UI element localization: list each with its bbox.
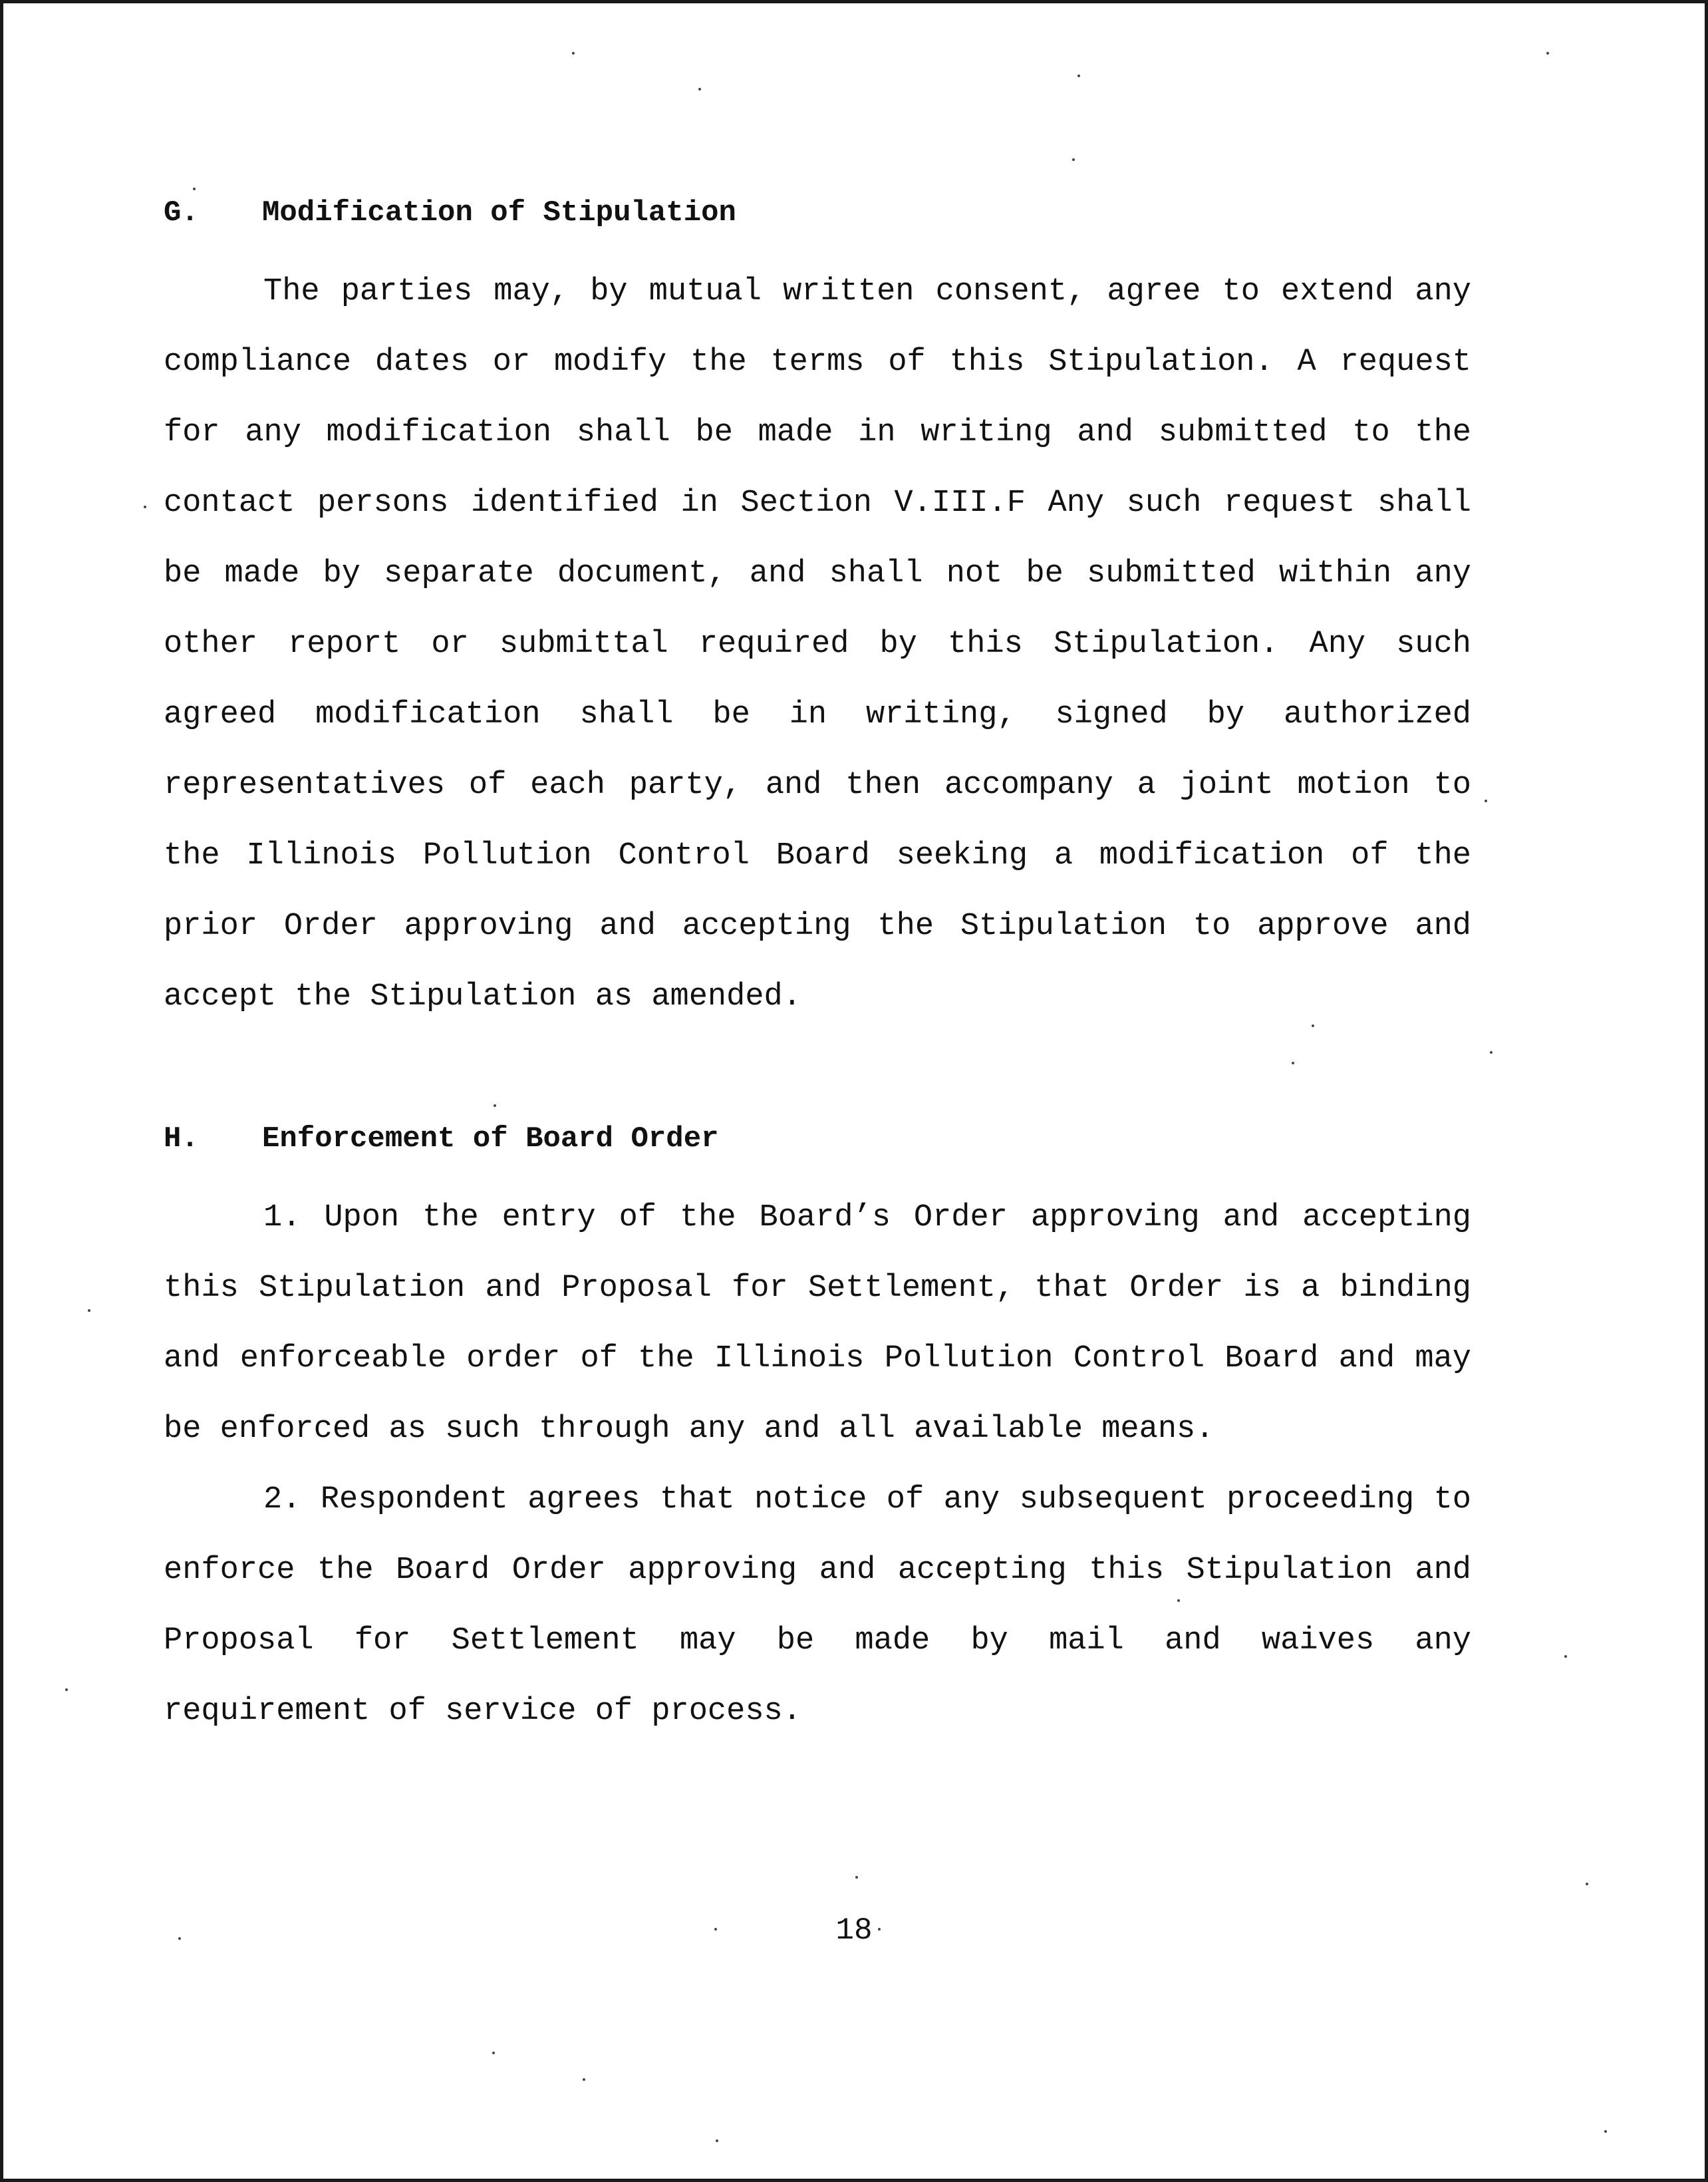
section-h-heading — [164, 1124, 1471, 1154]
scan-speck — [494, 1104, 496, 1107]
scan-speck — [88, 1309, 90, 1312]
page-number: 18 — [835, 1913, 873, 1948]
scan-speck — [572, 52, 575, 55]
section-g — [164, 198, 1471, 1032]
scan-speck — [698, 88, 701, 90]
section-g-letter: G. — [164, 196, 199, 230]
scan-speck — [144, 506, 146, 508]
scan-speck — [714, 1928, 717, 1931]
scan-speck — [1546, 52, 1549, 55]
section-h-paragraph-1: 1. Upon the entry of the Board’s Order approving and accepting this Stipulation and Proposal for Settlement, that Order is a binding and enforceable order of the Illinois Pollution Control Board and may be enforced as such through any and all available means. — [164, 1200, 1471, 1447]
scan-speck — [878, 1928, 881, 1931]
scan-speck — [1485, 800, 1487, 802]
scan-speck — [193, 188, 196, 190]
scan-speck — [1586, 1883, 1588, 1885]
section-g-title: Modification of Stipulation — [262, 196, 736, 230]
section-g-paragraph: The parties may, by mutual written consent, agree to extend any compliance dates or modify the terms of this Stipulation. A request for any modification shall be made in writing and submitted to the contact persons identified in Section V.III.F Any such request shall be made by separate document, and shall not be submitted within any other report or submittal required by this Stipulation. Any such agreed modification shall be in writing, signed by authorized representatives of each party, and then accompany a joint motion to the Illinois Pollution Control Board seeking a modification of the prior Order approving and accepting the Stipulation to approve and accept the Stipulation as amended. — [164, 274, 1471, 1014]
scan-speck — [178, 1937, 181, 1940]
section-g-heading — [164, 198, 1471, 228]
section-h-letter: H. — [164, 1122, 199, 1156]
scan-speck — [1072, 158, 1075, 161]
scan-speck — [1312, 1024, 1314, 1027]
scan-speck — [1604, 2130, 1607, 2133]
section-h-paragraph-2: 2. Respondent agrees that notice of any subsequent proceeding to enforce the Board Order approving and accepting this Stipulation and Proposal for Settlement may be made by mail and waives any requirement of service of process. — [164, 1482, 1471, 1729]
scan-speck — [583, 2078, 585, 2081]
scan-speck — [1490, 1051, 1493, 1054]
scan-speck — [716, 2139, 718, 2142]
scan-speck — [1292, 1062, 1294, 1064]
scan-speck — [492, 2052, 495, 2054]
scan-speck — [1077, 75, 1080, 77]
scan-speck — [1564, 1655, 1567, 1658]
scan-speck — [1177, 1599, 1180, 1602]
scan-speck — [65, 1688, 68, 1691]
scan-speck — [855, 1876, 858, 1879]
section-h-title: Enforcement of Board Order — [262, 1122, 719, 1156]
section-h — [164, 1124, 1471, 1747]
